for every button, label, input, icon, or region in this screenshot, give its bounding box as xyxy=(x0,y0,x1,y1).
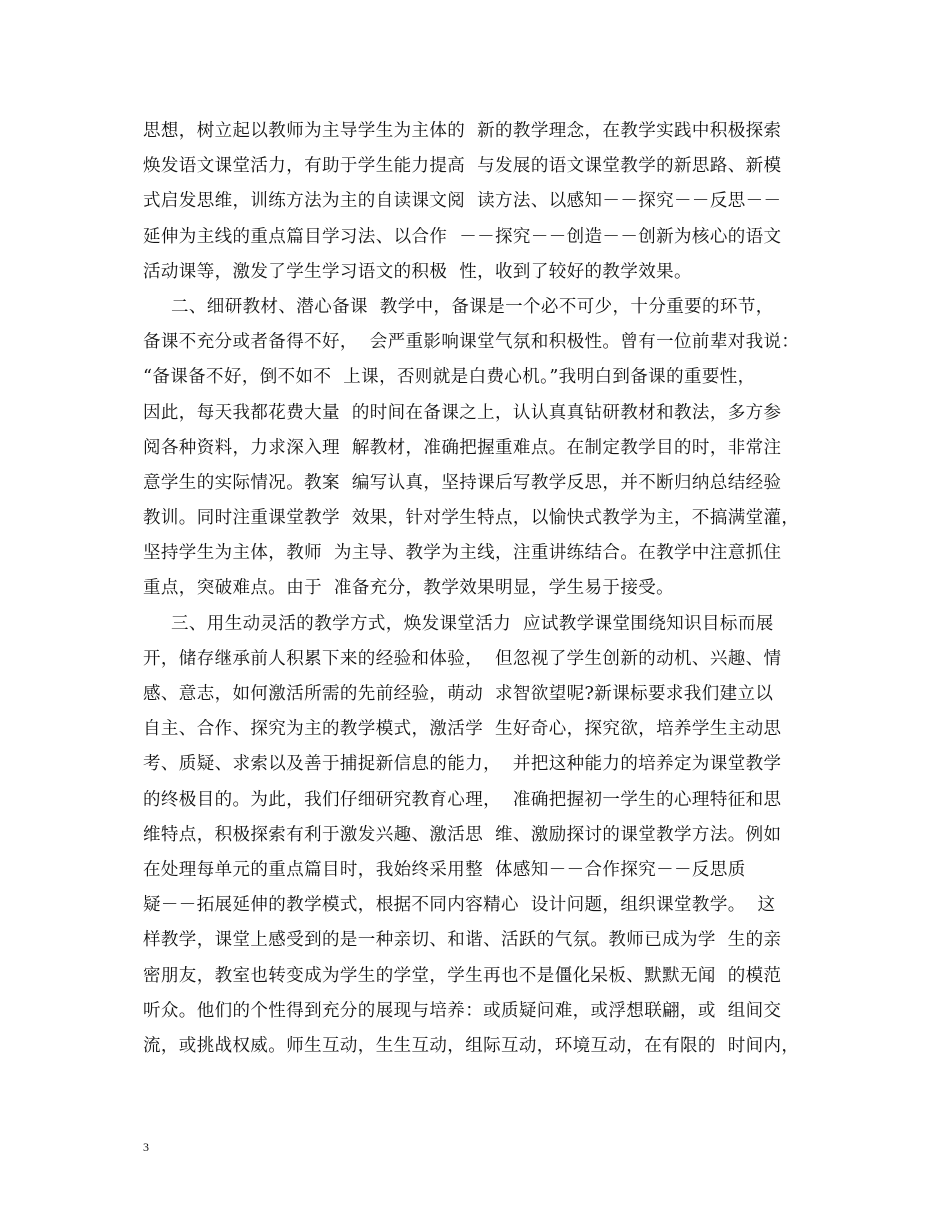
text-line: 开，储存继承前人积累下来的经验和体验， 但忽视了学生创新的动机、兴趣、情 xyxy=(143,648,782,669)
body-text xyxy=(143,114,823,1064)
text-line: 流，或挑战权威。师生互动，生生互动，组际互动，环境互动，在有限的 时间内， xyxy=(143,1035,800,1056)
text-line: 活动课等，激发了学生学习语文的积极 性，收到了较好的教学效果。 xyxy=(143,261,692,282)
text-line: 阅各种资料，力求深入理 解教材，准确把握重难点。在制定教学目的时，非常注 xyxy=(143,437,782,458)
text-line: 思想，树立起以教师为主导学生为主体的 新的教学理念，在教学实践中积极探索 xyxy=(143,121,782,141)
text-line: 维特点，积极探索有利于激发兴趣、激活思 维、激励探讨的课堂教学方法。例如 xyxy=(143,824,782,845)
text-line: 感、意志，如何激活所需的先前经验，萌动 求智欲望呢?新课标要求我们建立以 xyxy=(143,684,774,704)
text-line: 自主、合作、探究为主的教学模式，激活学 生好奇心，探究欲，培养学生主动思 xyxy=(143,719,782,740)
text-line: 意学生的实际情况。教案 编写认真，坚持课后写教学反思，并不断归纳总结经验 xyxy=(143,472,782,493)
text-line: “备课备不好，倒不如不 上课，否则就是白费心机。”我明白到备课的重要性， xyxy=(143,367,756,388)
text-line: 二、细研教材、潜心备课 教学中，备课是一个必不可少，十分重要的环节， xyxy=(171,296,774,317)
text-line: 听众。他们的个性得到充分的展现与培养：或质疑问难，或浮想联翩，或 组间交 xyxy=(143,1000,782,1021)
text-line: 因此，每天我都花费大量 的时间在备课之上，认认真真钻研教材和教法，多方参 xyxy=(143,402,782,423)
text-line: 疑－－拓展延伸的教学模式，根据不同内容精心 设计问题，组织课堂教学。 这 xyxy=(143,895,776,916)
text-line: 教训。同时注重课堂教学 效果，针对学生特点，以愉快式教学为主，不搞满堂灌， xyxy=(143,508,800,529)
text-line: 密朋友，教室也转变成为学生的学堂，学生再也不是僵化呆板、默默无闻 的模范 xyxy=(143,965,782,986)
text-line: 延伸为主线的重点篇目学习法、以合作 －－探究－－创造－－创新为核心的语文 xyxy=(143,226,782,247)
text-line: 在处理每单元的重点篇目时，我始终采用整 体感知－－合作探究－－反思质 xyxy=(143,859,746,880)
page-number: 3 xyxy=(143,1140,149,1154)
text-line: 式启发思维，训练方法为主的自读课文阅 读方法、以感知－－探究－－反思－－ xyxy=(143,191,782,212)
text-line: 样教学，课堂上感受到的是一种亲切、和谐、活跃的气氛。教师已成为学 生的亲 xyxy=(143,930,782,951)
text-line: 备课不充分或者备得不好， 会严重影响课堂气氛和积极性。曾有一位前辈对我说： xyxy=(143,332,800,353)
text-line: 重点，突破难点。由于 准备充分，教学效果明显，学生易于接受。 xyxy=(143,578,675,599)
text-line: 焕发语文课堂活力，有助于学生能力提高 与发展的语文课堂教学的新思路、新模 xyxy=(143,156,782,177)
text-line: 坚持学生为主体，教师 为主导、教学为主线，注重讲练结合。在教学中注意抓住 xyxy=(143,543,782,564)
text-line: 三、用生动灵活的教学方式，焕发课堂活力 应试教学课堂围绕知识目标而展 xyxy=(171,613,774,634)
text-line: 考、质疑、求索以及善于捕捉新信息的能力， 并把这种能力的培养定为课堂教学 xyxy=(143,754,782,775)
text-line: 的终极目的。为此，我们仔细研究教育心理， 准确把握初一学生的心理特征和思 xyxy=(143,789,782,810)
